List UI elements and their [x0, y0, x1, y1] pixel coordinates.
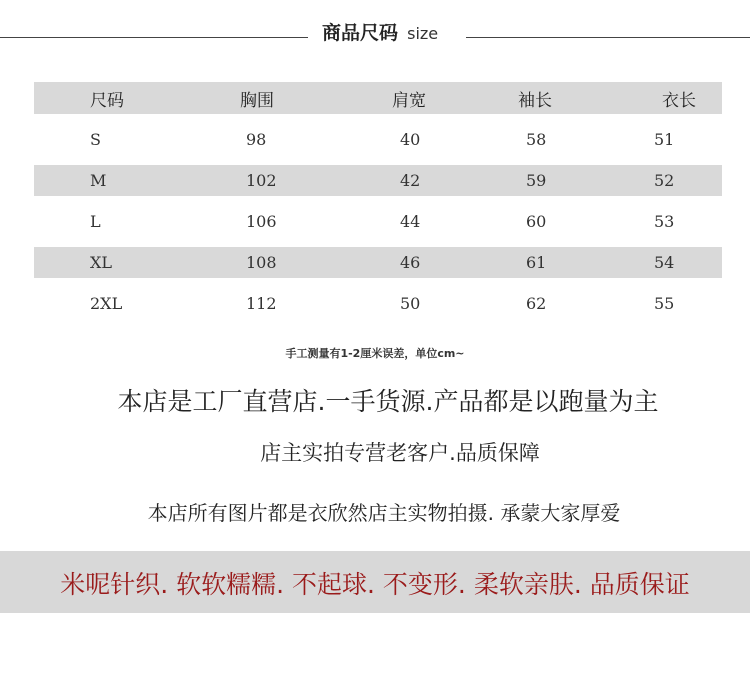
cell-length: 52	[580, 165, 722, 196]
cell-shoulder: 42	[334, 165, 460, 196]
cell-sleeve: 58	[526, 130, 547, 149]
header-sleeve: 袖长	[460, 82, 580, 114]
cell-shoulder: 44	[400, 212, 421, 231]
table-row	[34, 278, 722, 329]
cell-shoulder: 50	[400, 294, 421, 313]
measurement-note: 手工测量有1-2厘米误差，单位cm~	[285, 347, 465, 360]
slogan-factory: 本店是工厂直营店.一手货源.产品都是以跑量为主	[117, 387, 659, 416]
cell-length: 54	[580, 247, 722, 278]
cell-size: 2XL	[90, 294, 123, 313]
cell-size: XL	[34, 247, 184, 278]
cell-length: 55	[654, 294, 675, 313]
cell-length: 51	[654, 130, 675, 149]
title-divider-left	[0, 37, 308, 38]
feature-banner	[0, 551, 750, 613]
cell-sleeve: 59	[460, 165, 580, 196]
cell-chest: 102	[184, 165, 334, 196]
slogan-quality: 店主实拍专营老客户.品质保障	[260, 441, 540, 465]
cell-size: M	[34, 165, 184, 196]
header-size: 尺码	[34, 82, 184, 114]
header-length: 衣长	[580, 82, 722, 114]
cell-sleeve: 62	[526, 294, 547, 313]
cell-sleeve: 60	[526, 212, 547, 231]
header-chest: 胸围	[184, 82, 334, 114]
header-shoulder: 肩宽	[334, 82, 460, 114]
cell-chest: 106	[246, 212, 277, 231]
table-row	[34, 247, 722, 278]
table-row	[34, 196, 722, 247]
title-text	[322, 18, 438, 45]
cell-chest: 98	[246, 130, 267, 149]
feature-banner-text: 米呢针织. 软软糯糯. 不起球. 不变形. 柔软亲肤. 品质保证	[60, 570, 690, 599]
cell-chest: 112	[246, 294, 277, 313]
cell-sleeve: 61	[460, 247, 580, 278]
title-divider-right	[466, 37, 750, 38]
size-table	[34, 82, 722, 329]
title-main: 商品尺码	[322, 22, 399, 44]
cell-chest: 108	[184, 247, 334, 278]
title-sub: size	[407, 24, 439, 43]
table-row	[34, 165, 722, 196]
section-title	[0, 14, 750, 54]
slogan-photos: 本店所有图片都是衣欣然店主实物拍摄. 承蒙大家厚爱	[147, 501, 621, 525]
cell-size: S	[90, 130, 101, 149]
size-table-header	[34, 82, 722, 114]
cell-shoulder: 40	[400, 130, 421, 149]
table-row	[34, 114, 722, 165]
cell-shoulder: 46	[334, 247, 460, 278]
cell-length: 53	[654, 212, 675, 231]
cell-size: L	[90, 212, 101, 231]
